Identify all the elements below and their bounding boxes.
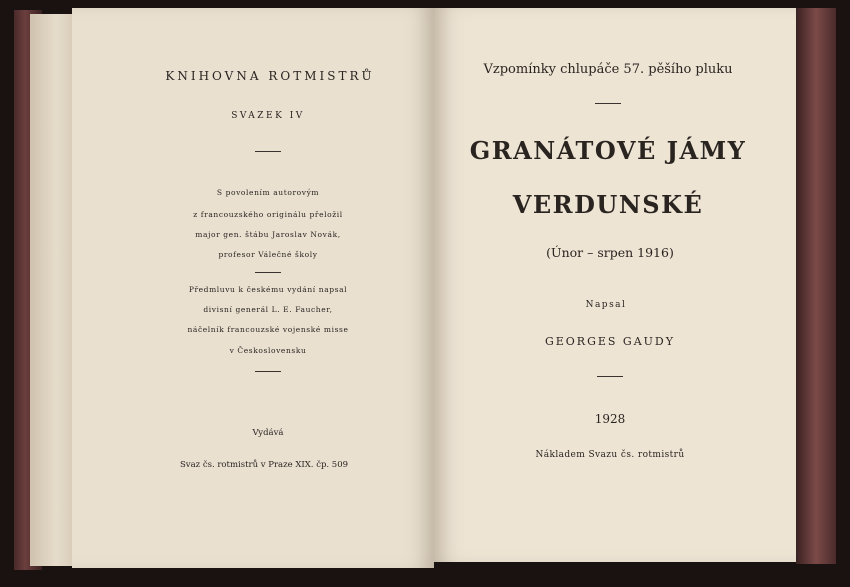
book-title-line2: VERDUNSKÉ xyxy=(512,190,704,219)
volume-label: SVAZEK IV xyxy=(231,111,305,121)
divider xyxy=(255,272,281,273)
date-range: (Únor – srpen 1916) xyxy=(546,245,674,260)
translation-line: major gen. štábu Jaroslav Novák, xyxy=(195,230,341,239)
publisher-name: Svaz čs. rotmistrů v Praze XIX. čp. 509 xyxy=(179,460,349,470)
translation-line: z francouzského originálu přeložil xyxy=(193,210,343,219)
imprint: Nákladem Svazu čs. rotmistrů xyxy=(535,450,685,460)
right-cover-edge xyxy=(796,8,836,564)
page-stack-edge xyxy=(30,14,75,566)
divider xyxy=(255,371,281,372)
book-title-line1: GRANÁTOVÉ JÁMY xyxy=(469,136,747,165)
author-name: GEORGES GAUDY xyxy=(544,335,676,348)
preface-line: v Československu xyxy=(229,346,307,355)
translation-line: profesor Válečné školy xyxy=(218,250,318,259)
divider xyxy=(255,151,281,152)
publication-year: 1928 xyxy=(594,412,626,426)
preface-line: divisní generál L. E. Faucher, xyxy=(203,305,333,314)
divider xyxy=(595,103,621,104)
publisher-label: Vydává xyxy=(252,428,284,438)
translation-line: S povolením autorovým xyxy=(216,188,320,197)
series-title: KNIHOVNA ROTMISTRŮ xyxy=(165,69,375,83)
preface-line: Předmluvu k českému vydání napsal xyxy=(188,285,348,294)
divider xyxy=(597,376,623,377)
right-page xyxy=(434,8,798,562)
preface-line: náčelník francouzské vojenské misse xyxy=(187,325,349,334)
book-subtitle: Vzpomínky chlupáče 57. pěšího pluku xyxy=(483,62,733,77)
written-by-label: Napsal xyxy=(585,300,627,310)
